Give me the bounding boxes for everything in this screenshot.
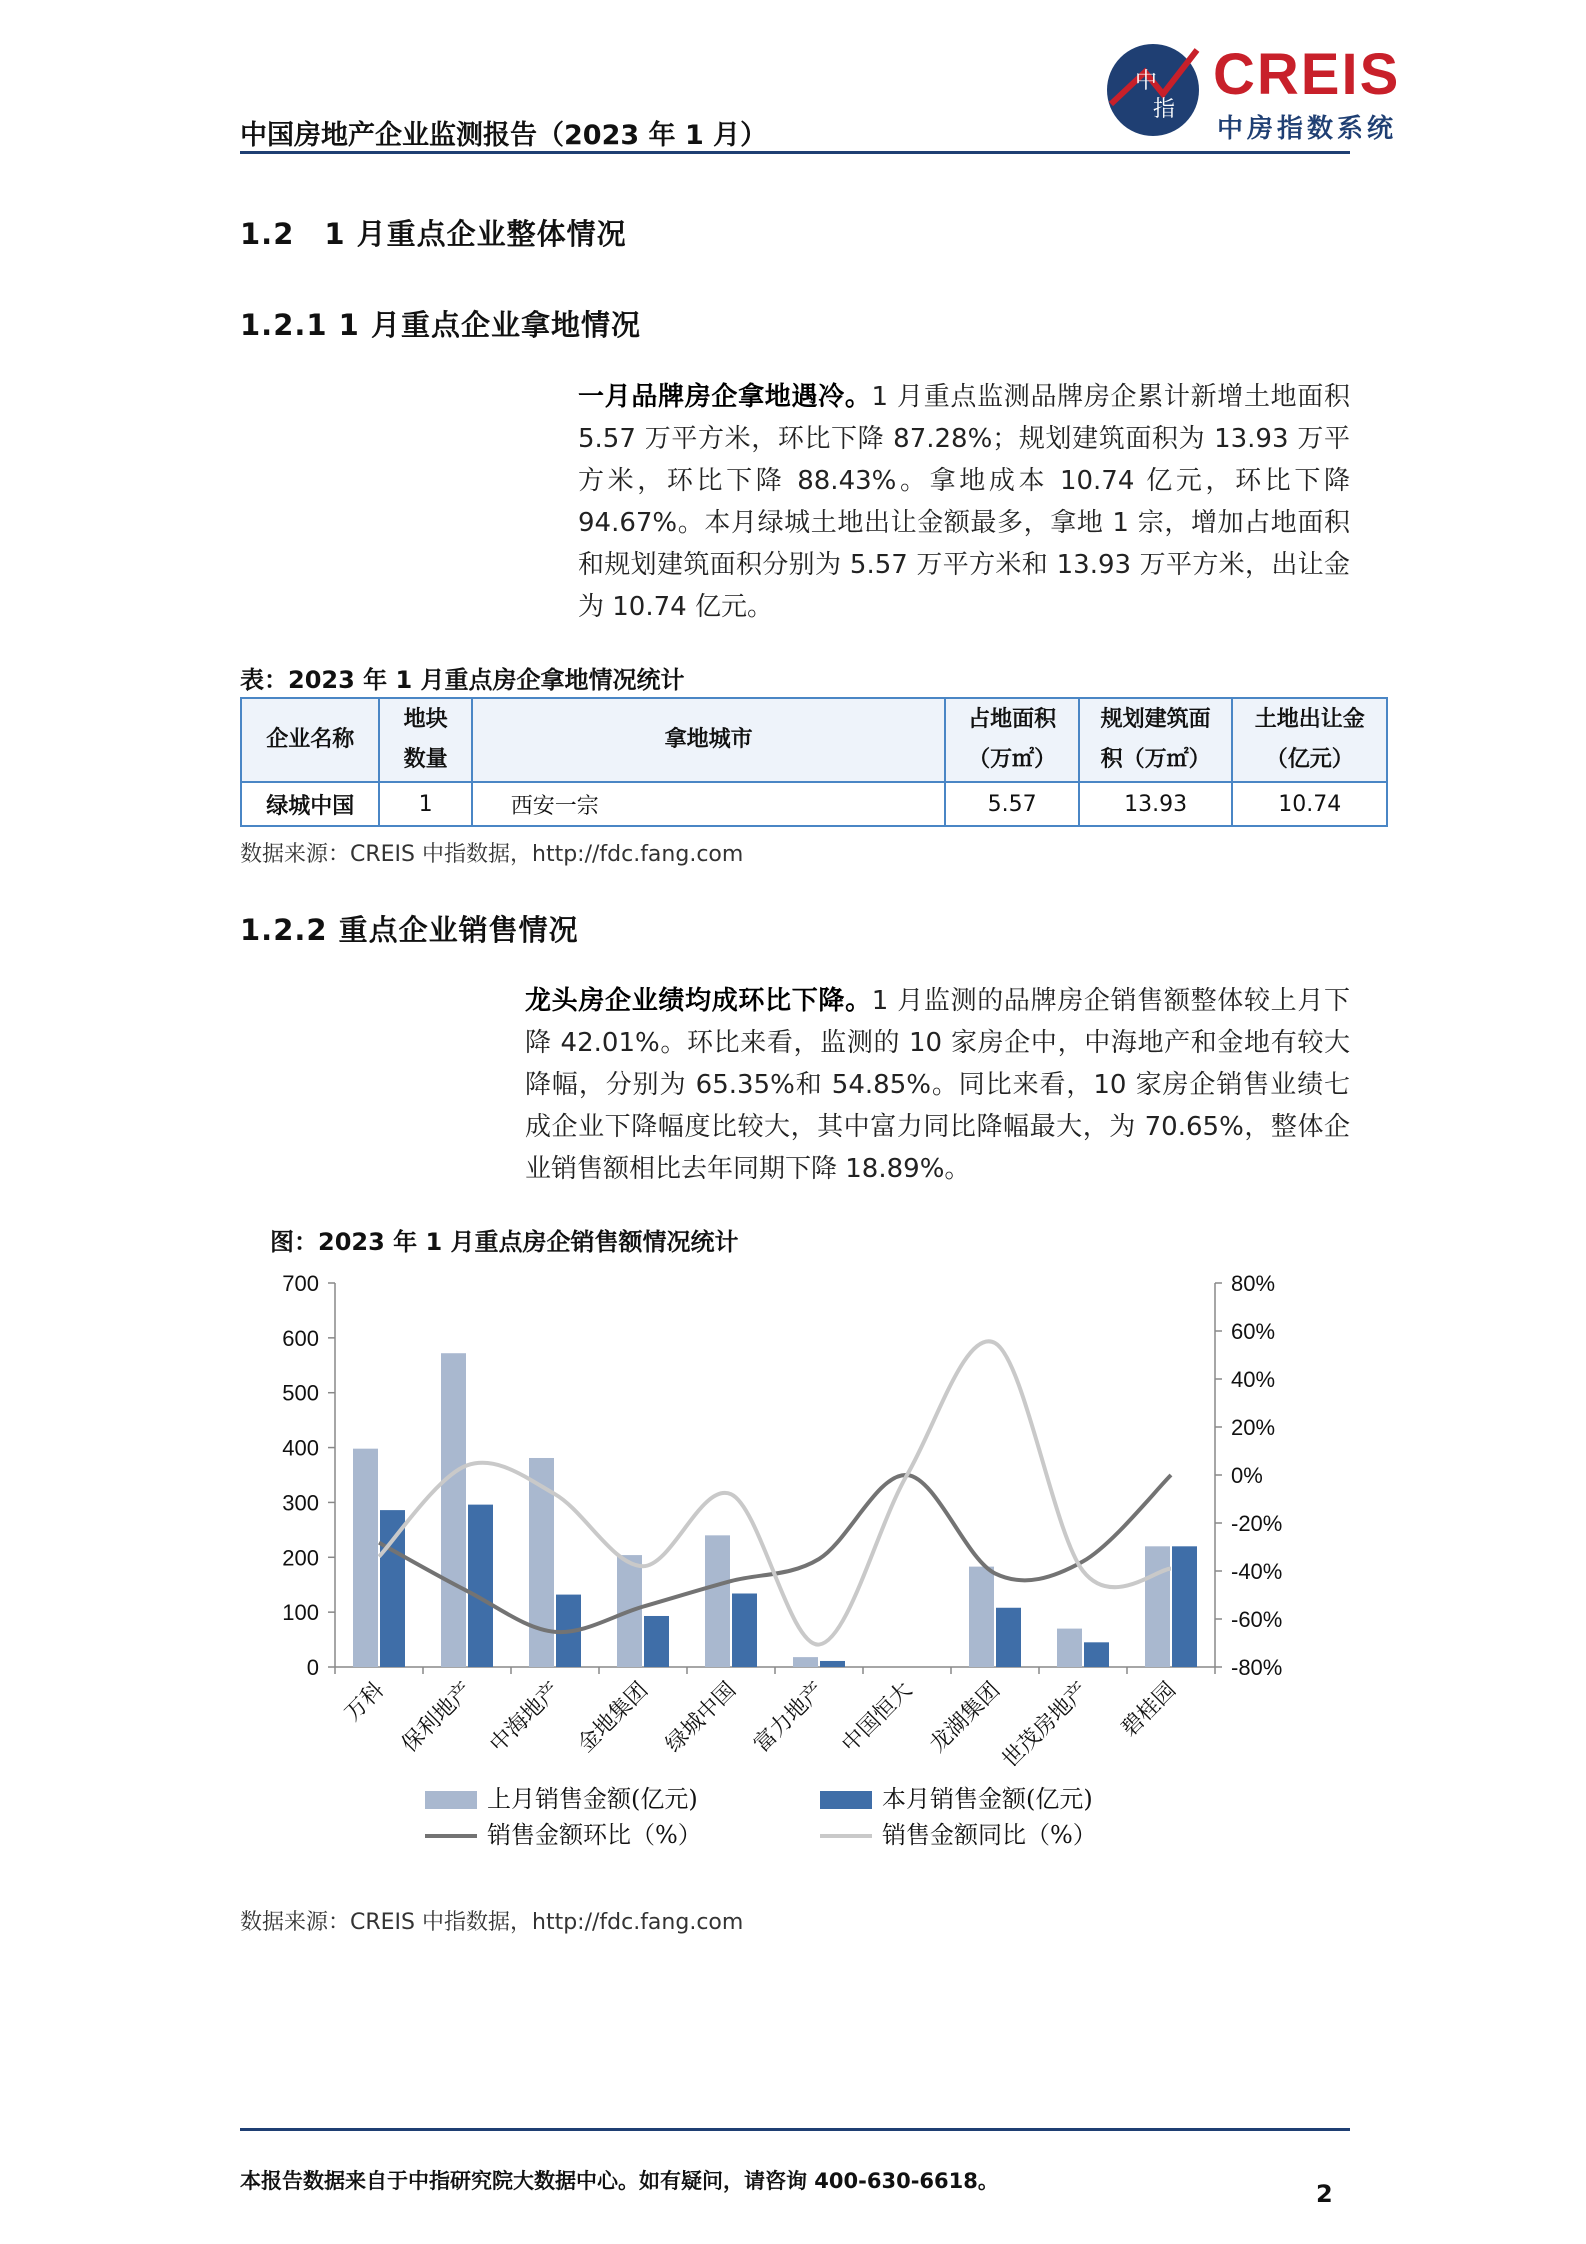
legend-label: 销售金额环比（%） — [487, 1821, 702, 1849]
bar-prev-month — [793, 1657, 818, 1667]
x-tick-label: 万科 — [340, 1677, 390, 1727]
footer-rule — [240, 2128, 1350, 2131]
bar-this-month — [1084, 1642, 1109, 1667]
x-tick-label: 富力地产 — [749, 1677, 830, 1758]
x-tick-label: 碧桂园 — [1116, 1677, 1182, 1742]
page-header-title: 中国房地产企业监测报告（2023 年 1 月） — [240, 120, 768, 151]
cell-parcels: 1 — [379, 782, 471, 826]
logo-wordmark: CREIS — [1213, 42, 1401, 107]
page-number: 2 — [1316, 2180, 1333, 2208]
y-right-tick-label: 40% — [1231, 1367, 1276, 1392]
line-yoy — [379, 1341, 1171, 1644]
th-gfa: 规划建筑面 积（万㎡） — [1079, 698, 1233, 782]
y-right-tick-label: 20% — [1231, 1415, 1276, 1440]
y-left-tick-label: 400 — [282, 1435, 319, 1461]
bar-prev-month — [969, 1567, 994, 1667]
land-table-caption: 表：2023 年 1 月重点房企拿地情况统计 — [240, 666, 685, 694]
x-tick-label: 中国恒大 — [837, 1677, 918, 1758]
y-right-tick-label: 80% — [1231, 1271, 1276, 1296]
bar-prev-month — [441, 1353, 466, 1667]
y-right-tick-label: -20% — [1231, 1511, 1283, 1536]
bar-prev-month — [353, 1449, 378, 1667]
y-right-tick-label: -60% — [1231, 1607, 1283, 1632]
bar-this-month — [644, 1616, 669, 1667]
y-left-tick-label: 500 — [282, 1380, 319, 1406]
x-tick-label: 绿城中国 — [661, 1677, 742, 1758]
cell-fee: 10.74 — [1232, 782, 1387, 826]
paragraph-land-lead: 一月品牌房企拿地遇冷。 — [578, 382, 872, 412]
heading-1-2-1: 1.2.1 1 月重点企业拿地情况 — [240, 308, 641, 342]
logo-mark-top: 中 — [1135, 69, 1158, 94]
legend-label: 本月销售金额(亿元) — [882, 1785, 1093, 1813]
legend-swatch — [425, 1791, 477, 1809]
bar-this-month — [1172, 1546, 1197, 1667]
legend-label: 销售金额同比（%） — [882, 1821, 1097, 1849]
y-right-tick-label: -80% — [1231, 1655, 1283, 1680]
creis-emblem-icon — [1105, 42, 1201, 138]
bar-this-month — [468, 1505, 493, 1667]
y-right-tick-label: 0% — [1231, 1463, 1263, 1488]
x-tick-label: 保利地产 — [397, 1677, 478, 1758]
cell-company: 绿城中国 — [241, 782, 379, 826]
cell-city: 西安一宗 — [472, 782, 946, 826]
chart-caption: 图：2023 年 1 月重点房企销售额情况统计 — [270, 1228, 739, 1256]
y-left-tick-label: 700 — [282, 1271, 319, 1296]
bar-this-month — [996, 1608, 1021, 1667]
x-tick-label: 金地集团 — [573, 1677, 654, 1758]
y-right-tick-label: 60% — [1231, 1319, 1276, 1344]
bar-this-month — [820, 1661, 845, 1667]
cell-area: 5.57 — [945, 782, 1078, 826]
chart-source: 数据来源：CREIS 中指数据，http://fdc.fang.com — [240, 1910, 744, 1935]
heading-1-2: 1.2 1 月重点企业整体情况 — [240, 217, 627, 251]
paragraph-land-body: 1 月重点监测品牌房企累计新增土地面积 5.57 万平方米，环比下降 87.28%；规划建筑面积为 13.93 万平方米，环比下降 88.43%。拿地成本 10.74 亿元，环比下降 94.67%。本月绿城土地出让金额最多，拿地 1 宗，增加占地面积和规划建筑面积分别为 5.57 万平方米和 13.93 万平方米，出让金为 10.74 亿元。 — [578, 382, 1350, 622]
bar-prev-month — [705, 1535, 730, 1667]
header-rule — [240, 151, 1350, 154]
paragraph-land — [578, 376, 1350, 628]
y-left-tick-label: 600 — [282, 1325, 319, 1351]
paragraph-sales-lead: 龙头房企业绩均成环比下降。 — [525, 986, 872, 1016]
footer-note: 本报告数据来自于中指研究院大数据中心。如有疑问，请咨询 400-630-6618。 — [240, 2169, 999, 2193]
y-left-tick-label: 100 — [282, 1600, 319, 1626]
paragraph-sales — [525, 980, 1350, 1190]
paragraph-sales-body: 1 月监测的品牌房企销售额整体较上月下降 42.01%。环比来看，监测的 10 家房企中，中海地产和金地有较大降幅，分别为 65.35%和 54.85%。同比来看，10 家房企销售业绩七成企业下降幅度比较大，其中富力同比降幅最大，为 70.65%，整体企业销售额相比去年同期下降 18.89%。 — [525, 986, 1350, 1184]
legend-swatch — [820, 1791, 872, 1809]
bar-this-month — [380, 1510, 405, 1667]
x-tick-label: 世茂房地产 — [997, 1677, 1094, 1774]
x-tick-label: 中海地产 — [485, 1677, 566, 1758]
bar-prev-month — [1057, 1629, 1082, 1667]
y-left-tick-label: 300 — [282, 1490, 319, 1516]
th-city: 拿地城市 — [472, 698, 946, 782]
logo — [1105, 42, 1435, 142]
y-right-tick-label: -40% — [1231, 1559, 1283, 1584]
heading-1-2-2: 1.2.2 重点企业销售情况 — [240, 913, 579, 947]
land-table-source: 数据来源：CREIS 中指数据，http://fdc.fang.com — [240, 842, 744, 867]
sales-chart — [240, 1265, 1350, 1885]
th-fee: 土地出让金 （亿元） — [1232, 698, 1387, 782]
logo-mark-bottom: 指 — [1153, 97, 1176, 122]
bar-prev-month — [1145, 1546, 1170, 1667]
th-parcels: 地块 数量 — [379, 698, 471, 782]
legend-label: 上月销售金额(亿元) — [487, 1785, 698, 1813]
th-company: 企业名称 — [241, 698, 379, 782]
table-row — [241, 782, 1387, 826]
logo-subtitle: 中房指数系统 — [1217, 114, 1398, 144]
bar-this-month — [732, 1593, 757, 1667]
land-table — [240, 697, 1388, 827]
x-tick-label: 龙湖集团 — [925, 1677, 1006, 1758]
cell-gfa: 13.93 — [1079, 782, 1233, 826]
th-area: 占地面积 （万㎡） — [945, 698, 1078, 782]
y-left-tick-label: 0 — [306, 1655, 319, 1680]
y-left-tick-label: 200 — [282, 1545, 319, 1571]
